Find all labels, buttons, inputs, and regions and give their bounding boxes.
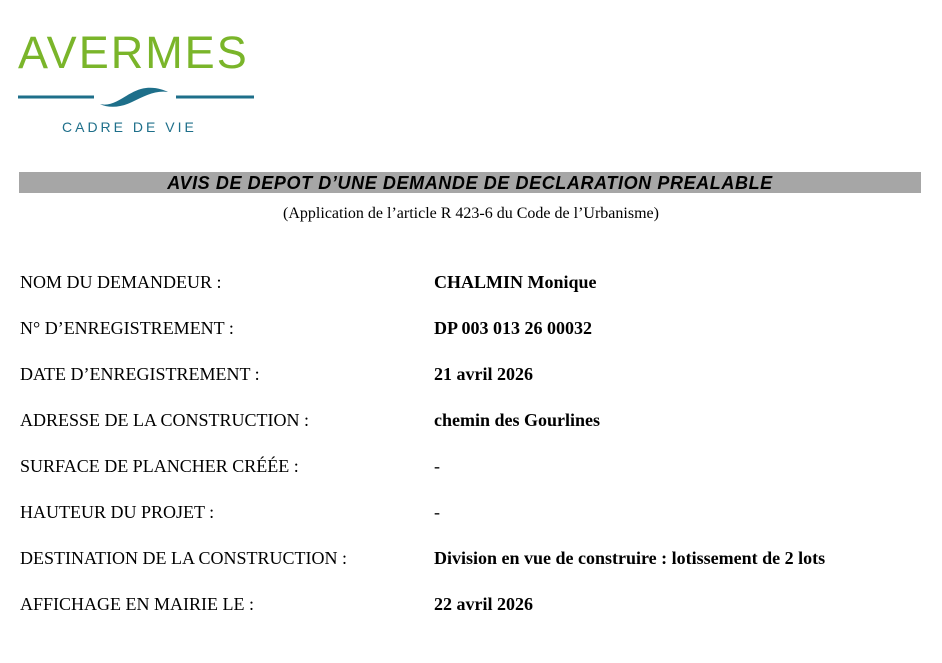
- field-row-registration-date: [20, 351, 920, 397]
- field-value: chemin des Gourlines: [434, 410, 601, 430]
- logo-wordmark: AVERMES: [18, 27, 249, 78]
- field-row-posting-date: [20, 581, 920, 627]
- fields-list: [20, 259, 920, 627]
- logo-tagline: CADRE DE VIE: [62, 119, 197, 135]
- field-value: -: [434, 502, 440, 522]
- field-label: DESTINATION DE LA CONSTRUCTION :: [20, 548, 347, 568]
- notice-title: AVIS DE DEPOT D’UNE DEMANDE DE DECLARATION PREALABLE: [19, 172, 921, 193]
- avermes-logo: [16, 27, 256, 140]
- field-label: DATE D’ENREGISTREMENT :: [20, 364, 260, 384]
- field-value: CHALMIN Monique: [434, 272, 597, 292]
- field-value: DP 003 013 26 00032: [434, 318, 593, 338]
- field-row-destination: [20, 535, 920, 581]
- logo-wave-icon: [16, 82, 256, 112]
- field-label: SURFACE DE PLANCHER CRÉÉE :: [20, 456, 299, 476]
- notice-subtitle: (Application de l’article R 423-6 du Code de l’Urbanisme): [283, 205, 659, 222]
- field-label: ADRESSE DE LA CONSTRUCTION :: [20, 410, 310, 430]
- field-value: -: [434, 456, 440, 476]
- field-label: NOM DU DEMANDEUR :: [20, 272, 222, 292]
- field-value: Division en vue de construire : lotissement de 2 lots: [434, 548, 826, 568]
- field-label: HAUTEUR DU PROJET :: [20, 502, 215, 522]
- field-row-address: [20, 397, 920, 443]
- field-label: AFFICHAGE EN MAIRIE LE :: [20, 594, 254, 614]
- field-row-applicant: [20, 259, 920, 305]
- field-value: 21 avril 2026: [434, 364, 533, 384]
- field-row-floor-area: [20, 443, 920, 489]
- field-row-registration-number: [20, 305, 920, 351]
- field-label: N° D’ENREGISTREMENT :: [20, 318, 234, 338]
- field-row-height: [20, 489, 920, 535]
- field-value: 22 avril 2026: [434, 594, 533, 614]
